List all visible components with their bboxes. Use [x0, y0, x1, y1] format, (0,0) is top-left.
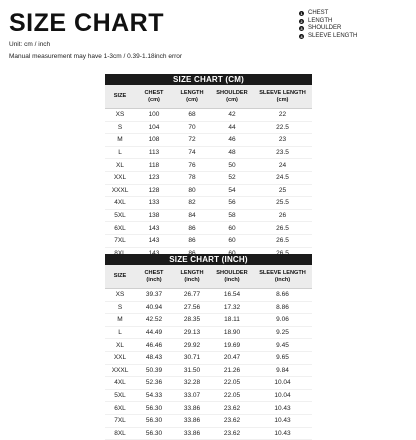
table-cell: 42.52 [145, 316, 163, 324]
table-cell: 31.50 [183, 366, 201, 374]
table-row [105, 390, 312, 403]
number-badge-icon: 1 [300, 11, 303, 17]
table-row [105, 172, 312, 185]
table-cell: 26.5 [276, 237, 289, 245]
table-row [105, 428, 312, 440]
table-cell: 4XL [114, 199, 126, 207]
column-header: LENGTH (cm) [180, 90, 204, 103]
table-cell: XXXL [111, 186, 129, 194]
table-cell: 33.86 [183, 404, 201, 412]
table-cell: 25.5 [276, 199, 289, 207]
table-cell: 46.46 [145, 341, 163, 349]
table-row [105, 365, 312, 378]
table-row [105, 289, 312, 302]
table-cell: XXL [113, 354, 127, 362]
table-body [105, 109, 312, 260]
table-cell: 54 [228, 186, 236, 194]
column-header: SIZE [113, 273, 127, 280]
number-badge-icon: 4 [300, 34, 303, 40]
table-cell: S [117, 303, 123, 311]
size-table-inch [105, 254, 312, 440]
table-cell: 23.62 [223, 404, 241, 412]
table-cell: 82 [188, 199, 196, 207]
table-cell: 138 [148, 212, 160, 220]
page-title: SIZE CHART [9, 9, 164, 37]
table-cell: 74 [188, 149, 196, 157]
table-cell: 128 [148, 186, 160, 194]
table-cell: 29.13 [183, 329, 201, 337]
table-cell: 6XL [114, 224, 126, 232]
number-badge-icon: 2 [300, 18, 303, 24]
table-cell: 9.06 [276, 316, 289, 324]
table-row [105, 122, 312, 135]
table-cell: 80 [188, 186, 196, 194]
table-cell: 70 [188, 123, 196, 131]
table-row [105, 377, 312, 390]
table-cell: XL [116, 161, 124, 169]
table-cell: 60 [228, 224, 236, 232]
table-cell: L [118, 329, 122, 337]
table-header [105, 85, 312, 109]
legend-label: SLEEVE LENGTH [308, 32, 358, 39]
table-cell: 48.43 [145, 354, 163, 362]
table-cell: 33.86 [183, 429, 201, 437]
table-cell: 39.37 [145, 291, 163, 299]
table-cell: 143 [148, 224, 160, 232]
table-cell: 40.94 [145, 303, 163, 311]
table-cell: 23.62 [223, 429, 241, 437]
table-cell: 7XL [114, 237, 126, 245]
table-cell: 50 [228, 161, 236, 169]
measurement-note: Manual measurement may have 1-3cm / 0.39-1.18inch error [9, 53, 183, 60]
table-cell: 8.86 [276, 303, 289, 311]
table-cell: 4XL [114, 379, 126, 387]
table-cell: 50.39 [145, 366, 163, 374]
table-cell: 143 [148, 237, 160, 245]
column-header: SLEEVE LENGTH (inch) [259, 270, 306, 283]
column-header: SLEEVE LENGTH (cm) [259, 90, 306, 103]
table-row [105, 402, 312, 415]
unit-text: Unit: cm / inch [9, 41, 51, 48]
table-row [105, 339, 312, 352]
table-cell: 60 [228, 237, 236, 245]
legend-item [299, 25, 357, 33]
table-cell: 48 [228, 149, 236, 157]
table-cell: XS [115, 111, 125, 119]
table-cell: 113 [148, 149, 160, 157]
table-row [105, 302, 312, 315]
table-cell: XL [116, 341, 124, 349]
table-row [105, 159, 312, 172]
legend-item [299, 10, 357, 18]
table-row [105, 415, 312, 428]
column-header: LENGTH (inch) [180, 270, 204, 283]
table-cell: 23.62 [223, 417, 241, 425]
table-cell: 8.66 [276, 291, 289, 299]
table-cell: 68 [188, 111, 196, 119]
table-cell: 33.07 [183, 392, 201, 400]
table-row [105, 185, 312, 198]
table-cell: 19.69 [223, 341, 241, 349]
column-header: CHEST (cm) [144, 90, 164, 103]
table-row [105, 235, 312, 248]
table-cell: 7XL [114, 417, 126, 425]
table-cell: 22 [278, 111, 287, 119]
table-cell: M [117, 136, 123, 144]
table-cell: 23 [278, 136, 287, 144]
table-cell: 23.5 [276, 149, 289, 157]
column-header: SHOULDER (cm) [216, 90, 248, 103]
table-cell: 52 [228, 174, 236, 182]
table-title: SIZE CHART (INCH) [105, 254, 312, 265]
table-cell: 42 [228, 111, 236, 119]
table-cell: 44 [228, 123, 236, 131]
table-row [105, 222, 312, 235]
measurement-legend [299, 10, 357, 40]
table-cell: 18.11 [224, 316, 240, 324]
table-row [105, 197, 312, 210]
table-cell: 52.36 [145, 379, 163, 387]
table-cell: XS [115, 291, 125, 299]
table-cell: 29.92 [183, 341, 201, 349]
table-cell: 21.26 [223, 366, 241, 374]
table-cell: 9.84 [276, 366, 289, 374]
table-cell: 26.77 [183, 291, 201, 299]
table-cell: 44.49 [145, 329, 163, 337]
table-cell: 56 [228, 199, 236, 207]
table-cell: 5XL [114, 392, 126, 400]
legend-item [299, 18, 357, 26]
table-cell: 16.54 [223, 291, 241, 299]
table-cell: 26 [278, 212, 287, 220]
table-cell: 72 [188, 136, 196, 144]
table-cell: 22.05 [223, 379, 241, 387]
column-header: CHEST (inch) [144, 270, 164, 283]
table-cell: L [118, 149, 122, 157]
table-row [105, 327, 312, 340]
table-cell: 133 [148, 199, 160, 207]
table-body [105, 289, 312, 440]
table-cell: 10.04 [274, 379, 291, 387]
table-title: SIZE CHART (CM) [105, 74, 312, 85]
table-cell: 26.5 [276, 224, 289, 232]
column-header: SIZE [113, 93, 127, 100]
table-cell: 10.43 [274, 429, 291, 437]
table-row [105, 210, 312, 223]
table-cell: 54.33 [145, 392, 163, 400]
table-row [105, 352, 312, 365]
table-cell: 20.47 [223, 354, 241, 362]
table-cell: 58 [228, 212, 236, 220]
table-cell: 76 [188, 161, 196, 169]
table-header [105, 265, 312, 289]
table-cell: 10.04 [274, 392, 291, 400]
table-cell: 8XL [114, 429, 126, 437]
table-row [105, 134, 312, 147]
table-cell: 9.65 [276, 354, 289, 362]
table-row [105, 109, 312, 122]
table-cell: 56.30 [145, 429, 163, 437]
table-cell: XXXL [111, 366, 129, 374]
table-cell: 100 [148, 111, 160, 119]
table-cell: 22.5 [276, 123, 289, 131]
table-cell: 56.30 [145, 404, 163, 412]
table-cell: 6XL [114, 404, 126, 412]
table-cell: 17.32 [223, 303, 241, 311]
table-cell: 27.56 [183, 303, 201, 311]
column-header: SHOULDER (inch) [216, 270, 248, 283]
table-cell: 104 [148, 123, 160, 131]
legend-item [299, 33, 357, 41]
legend-label: CHEST [308, 10, 329, 16]
table-cell: 46 [228, 136, 236, 144]
table-cell: 10.43 [274, 404, 291, 412]
table-cell: 25 [278, 186, 287, 194]
table-cell: S [117, 123, 123, 131]
legend-label: SHOULDER [308, 25, 342, 32]
table-cell: 118 [148, 161, 160, 169]
table-cell: 22.05 [223, 392, 241, 400]
table-cell: 28.35 [183, 316, 201, 324]
table-cell: XXL [113, 174, 127, 182]
table-cell: 78 [188, 174, 196, 182]
table-cell: 30.71 [183, 354, 201, 362]
table-row [105, 147, 312, 160]
table-cell: 9.25 [276, 329, 289, 337]
table-cell: 86 [188, 224, 196, 232]
table-cell: 9.45 [276, 341, 289, 349]
table-cell: 123 [148, 174, 160, 182]
number-badge-icon: 3 [300, 26, 303, 32]
table-cell: M [117, 316, 123, 324]
table-cell: 56.30 [145, 417, 163, 425]
table-cell: 5XL [114, 212, 126, 220]
size-table-cm [105, 74, 312, 260]
table-cell: 24 [278, 161, 287, 169]
table-cell: 18.90 [223, 329, 241, 337]
table-cell: 86 [188, 237, 196, 245]
table-cell: 24.5 [276, 174, 289, 182]
table-cell: 10.43 [274, 417, 291, 425]
table-cell: 84 [188, 212, 196, 220]
table-cell: 108 [148, 136, 160, 144]
legend-label: LENGTH [308, 17, 333, 24]
table-row [105, 314, 312, 327]
table-cell: 32.28 [183, 379, 201, 387]
table-cell: 33.86 [183, 417, 201, 425]
